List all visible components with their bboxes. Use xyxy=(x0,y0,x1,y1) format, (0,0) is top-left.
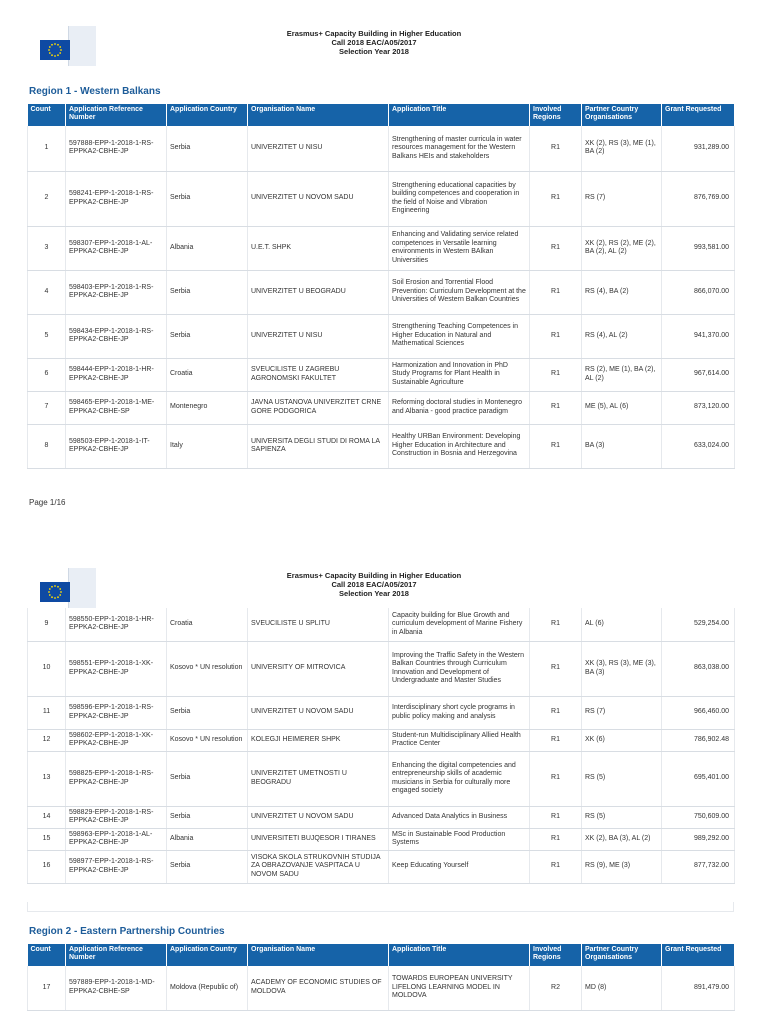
column-header: Partner Country Organisations xyxy=(582,104,662,126)
organisation-cell: SVEUCILISTE U ZAGREBU AGRONOMSKI FAKULTET xyxy=(248,358,389,391)
regions-cell: R1 xyxy=(530,226,582,270)
eu-flag-icon xyxy=(40,582,70,602)
grants-table-page-2 xyxy=(27,608,735,884)
count-cell: 3 xyxy=(28,226,66,270)
count-cell: 12 xyxy=(28,729,66,751)
table-row xyxy=(28,226,735,270)
country-cell: Croatia xyxy=(167,608,248,641)
organisation-cell: UNIVERZITET U NOVOM SADU xyxy=(248,171,389,226)
reference-cell: 598829-EPP-1-2018-1-RS-EPPKA2-CBHE-JP xyxy=(66,806,167,828)
partners-cell: RS (2), ME (1), BA (2), AL (2) xyxy=(582,358,662,391)
partners-cell: BA (3) xyxy=(582,424,662,468)
grant-cell: 967,614.00 xyxy=(662,358,735,391)
grant-cell: 786,902.48 xyxy=(662,729,735,751)
title-cell: Capacity building for Blue Growth and curriculum development of Marine Fishery in Albania xyxy=(389,608,530,641)
title-cell: Reforming doctoral studies in Montenegro and Albania - good practice paradigm xyxy=(389,391,530,424)
region-1-title: Region 1 - Western Balkans xyxy=(29,86,161,97)
page-header-2 xyxy=(0,566,768,614)
organisation-cell: UNIVERSITY OF MITROVICA xyxy=(248,641,389,696)
regions-cell: R1 xyxy=(530,828,582,850)
partners-cell: RS (5) xyxy=(582,751,662,806)
partners-cell: RS (7) xyxy=(582,171,662,226)
grants-table-page-1 xyxy=(27,104,735,469)
country-cell: Serbia xyxy=(167,696,248,729)
title-cell: Healthy URBan Environment: Developing Higher Education in Architecture and Construction in Bosnia and Herzegovina xyxy=(389,424,530,468)
grant-cell: 891,479.00 xyxy=(662,966,735,1010)
reference-cell: 598444-EPP-1-2018-1-HR-EPPKA2-CBHE-JP xyxy=(66,358,167,391)
grant-cell: 873,120.00 xyxy=(662,391,735,424)
document-header xyxy=(200,571,548,598)
count-cell: 13 xyxy=(28,751,66,806)
title-cell: Strengthening educational capacities by building competences and cooperation in the field of Noise and Vibration Engineering xyxy=(389,171,530,226)
title-cell: Student-run Multidisciplinary Allied Health Practice Center xyxy=(389,729,530,751)
column-header: Organisation Name xyxy=(248,944,389,966)
regions-cell: R1 xyxy=(530,391,582,424)
page-header-1 xyxy=(0,24,768,72)
count-cell: 5 xyxy=(28,314,66,358)
title-cell: MSc in Sustainable Food Production Systems xyxy=(389,828,530,850)
grant-cell: 529,254.00 xyxy=(662,608,735,641)
regions-cell: R1 xyxy=(530,314,582,358)
grant-cell: 866,070.00 xyxy=(662,270,735,314)
country-cell: Moldova (Republic of) xyxy=(167,966,248,1010)
country-cell: Albania xyxy=(167,226,248,270)
regions-cell: R1 xyxy=(530,270,582,314)
reference-cell: 598551-EPP-1-2018-1-XK-EPPKA2-CBHE-JP xyxy=(66,641,167,696)
country-cell: Serbia xyxy=(167,314,248,358)
country-cell: Kosovo * UN resolution xyxy=(167,729,248,751)
table-row xyxy=(28,806,735,828)
table-row xyxy=(28,641,735,696)
organisation-cell: UNIVERZITET UMETNOSTI U BEOGRADU xyxy=(248,751,389,806)
partners-cell: XK (2), BA (3), AL (2) xyxy=(582,828,662,850)
column-header: Count xyxy=(28,104,66,126)
country-cell: Serbia xyxy=(167,751,248,806)
page-number: Page 1/16 xyxy=(29,498,66,507)
country-cell: Croatia xyxy=(167,358,248,391)
regions-cell: R1 xyxy=(530,751,582,806)
regions-cell: R1 xyxy=(530,806,582,828)
country-cell: Kosovo * UN resolution xyxy=(167,641,248,696)
partners-cell: XK (6) xyxy=(582,729,662,751)
grant-cell: 863,038.00 xyxy=(662,641,735,696)
title-cell: Strengthening of master curricula in water resources management for the Western Balkans HEIs and stakeholders xyxy=(389,126,530,171)
header-line-1: Erasmus+ Capacity Building in Higher Education xyxy=(286,29,462,38)
eu-logo xyxy=(26,568,96,608)
regions-cell: R1 xyxy=(530,850,582,883)
organisation-cell: JAVNA USTANOVA UNIVERZITET CRNE GORE PODGORICA xyxy=(248,391,389,424)
eu-flag-icon xyxy=(40,40,70,60)
reference-cell: 598465-EPP-1-2018-1-ME-EPPKA2-CBHE-SP xyxy=(66,391,167,424)
title-cell: Harmonization and Innovation in PhD Study Programs for Plant Health in Sustainable Agriculture xyxy=(389,358,530,391)
column-header: Involved Regions xyxy=(530,944,582,966)
regions-cell: R2 xyxy=(530,966,582,1010)
regions-cell: R1 xyxy=(530,424,582,468)
partners-cell: RS (7) xyxy=(582,696,662,729)
header-line-3: Selection Year 2018 xyxy=(339,589,409,598)
table-row xyxy=(28,966,735,1010)
reference-cell: 598307-EPP-1-2018-1-AL-EPPKA2-CBHE-JP xyxy=(66,226,167,270)
count-cell: 9 xyxy=(28,608,66,641)
reference-cell: 598403-EPP-1-2018-1-RS-EPPKA2-CBHE-JP xyxy=(66,270,167,314)
organisation-cell: UNIVERZITET U NOVOM SADU xyxy=(248,806,389,828)
partners-cell: AL (6) xyxy=(582,608,662,641)
table-body xyxy=(28,126,735,468)
partners-cell: RS (9), ME (3) xyxy=(582,850,662,883)
reference-cell: 598977-EPP-1-2018-1-RS-EPPKA2-CBHE-JP xyxy=(66,850,167,883)
column-header: Partner Country Organisations xyxy=(582,944,662,966)
column-header: Involved Regions xyxy=(530,104,582,126)
grant-cell: 941,370.00 xyxy=(662,314,735,358)
grant-cell: 633,024.00 xyxy=(662,424,735,468)
table-row xyxy=(28,608,735,641)
reference-cell: 598596-EPP-1-2018-1-RS-EPPKA2-CBHE-JP xyxy=(66,696,167,729)
header-line-3: Selection Year 2018 xyxy=(339,47,409,56)
regions-cell: R1 xyxy=(530,696,582,729)
table-row xyxy=(28,828,735,850)
table-row xyxy=(28,314,735,358)
title-cell: Improving the Traffic Safety in the Western Balkan Countries through Curriculum Innovation and Development of Undergraduate and Master Studies xyxy=(389,641,530,696)
country-cell: Albania xyxy=(167,828,248,850)
reference-cell: 598602-EPP-1-2018-1-XK-EPPKA2-CBHE-JP xyxy=(66,729,167,751)
column-header: Organisation Name xyxy=(248,104,389,126)
title-cell: Keep Educating Yourself xyxy=(389,850,530,883)
partners-cell: RS (5) xyxy=(582,806,662,828)
table-row xyxy=(28,270,735,314)
organisation-cell: KOLEGJI HEIMERER SHPK xyxy=(248,729,389,751)
organisation-cell: UNIVERSITETI BUJQESOR I TIRANES xyxy=(248,828,389,850)
count-cell: 4 xyxy=(28,270,66,314)
grant-cell: 750,609.00 xyxy=(662,806,735,828)
country-cell: Serbia xyxy=(167,270,248,314)
table-row xyxy=(28,729,735,751)
header-line-1: Erasmus+ Capacity Building in Higher Education xyxy=(286,571,462,580)
table-body xyxy=(28,608,735,883)
count-cell: 14 xyxy=(28,806,66,828)
table-row xyxy=(28,751,735,806)
column-header: Count xyxy=(28,944,66,966)
grant-cell: 989,292.00 xyxy=(662,828,735,850)
table-row xyxy=(28,424,735,468)
partners-cell: RS (4), BA (2) xyxy=(582,270,662,314)
partners-cell: XK (3), RS (3), ME (3), BA (3) xyxy=(582,641,662,696)
reference-cell: 597888-EPP-1-2018-1-RS-EPPKA2-CBHE-JP xyxy=(66,126,167,171)
title-cell: Strengthening Teaching Competences in Higher Education in Natural and Mathematical Sciences xyxy=(389,314,530,358)
organisation-cell: UNIVERSITA DEGLI STUDI DI ROMA LA SAPIENZA xyxy=(248,424,389,468)
table-header-row xyxy=(28,104,735,126)
grant-cell: 966,460.00 xyxy=(662,696,735,729)
reference-cell: 598241-EPP-1-2018-1-RS-EPPKA2-CBHE-JP xyxy=(66,171,167,226)
grant-cell: 993,581.00 xyxy=(662,226,735,270)
partners-cell: RS (4), AL (2) xyxy=(582,314,662,358)
count-cell: 15 xyxy=(28,828,66,850)
regions-cell: R1 xyxy=(530,126,582,171)
table-row xyxy=(28,171,735,226)
table-row xyxy=(28,126,735,171)
reference-cell: 598434-EPP-1-2018-1-RS-EPPKA2-CBHE-JP xyxy=(66,314,167,358)
country-cell: Serbia xyxy=(167,850,248,883)
table-row xyxy=(28,391,735,424)
region-2-title: Region 2 - Eastern Partnership Countries xyxy=(29,926,225,937)
count-cell: 6 xyxy=(28,358,66,391)
partners-cell: XK (2), RS (2), ME (2), BA (2), AL (2) xyxy=(582,226,662,270)
grant-cell: 877,732.00 xyxy=(662,850,735,883)
title-cell: TOWARDS EUROPEAN UNIVERSITY LIFELONG LEARNING MODEL IN MOLDOVA xyxy=(389,966,530,1010)
count-cell: 17 xyxy=(28,966,66,1010)
regions-cell: R1 xyxy=(530,171,582,226)
eu-logo xyxy=(26,26,96,66)
organisation-cell: UNIVERZITET U BEOGRADU xyxy=(248,270,389,314)
organisation-cell: ACADEMY OF ECONOMIC STUDIES OF MOLDOVA xyxy=(248,966,389,1010)
count-cell: 10 xyxy=(28,641,66,696)
document-header xyxy=(200,29,548,56)
regions-cell: R1 xyxy=(530,641,582,696)
grant-cell: 931,289.00 xyxy=(662,126,735,171)
partners-cell: MD (8) xyxy=(582,966,662,1010)
column-header: Grant Requested xyxy=(662,944,735,966)
reference-cell: 598503-EPP-1-2018-1-IT-EPPKA2-CBHE-JP xyxy=(66,424,167,468)
organisation-cell: U.E.T. SHPK xyxy=(248,226,389,270)
regions-cell: R1 xyxy=(530,729,582,751)
table-body xyxy=(28,966,735,1010)
partners-cell: XK (2), RS (3), ME (1), BA (2) xyxy=(582,126,662,171)
column-header: Grant Requested xyxy=(662,104,735,126)
count-cell: 16 xyxy=(28,850,66,883)
column-header: Application Reference Number xyxy=(66,944,167,966)
country-cell: Serbia xyxy=(167,806,248,828)
country-cell: Montenegro xyxy=(167,391,248,424)
reference-cell: 597889-EPP-1-2018-1-MD-EPPKA2-CBHE-SP xyxy=(66,966,167,1010)
count-cell: 2 xyxy=(28,171,66,226)
partners-cell: ME (5), AL (6) xyxy=(582,391,662,424)
table-row xyxy=(28,696,735,729)
column-header: Application Title xyxy=(389,944,530,966)
country-cell: Serbia xyxy=(167,171,248,226)
title-cell: Interdisciplinary short cycle programs in public policy making and analysis xyxy=(389,696,530,729)
regions-cell: R1 xyxy=(530,608,582,641)
organisation-cell: UNIVERZITET U NISU xyxy=(248,314,389,358)
reference-cell: 598550-EPP-1-2018-1-HR-EPPKA2-CBHE-JP xyxy=(66,608,167,641)
organisation-cell: SVEUCILISTE U SPLITU xyxy=(248,608,389,641)
count-cell: 8 xyxy=(28,424,66,468)
column-header: Application Reference Number xyxy=(66,104,167,126)
regions-cell: R1 xyxy=(530,358,582,391)
title-cell: Soil Erosion and Torrential Flood Prevention: Curriculum Development at the Universities of Western Balkan Countries xyxy=(389,270,530,314)
table-header-row xyxy=(28,944,735,966)
reference-cell: 598963-EPP-1-2018-1-AL-EPPKA2-CBHE-JP xyxy=(66,828,167,850)
header-line-2: Call 2018 EAC/A05/2017 xyxy=(331,580,417,589)
table-row xyxy=(28,850,735,883)
grants-table-region-2 xyxy=(27,944,735,1011)
header-line-2: Call 2018 EAC/A05/2017 xyxy=(331,38,417,47)
title-cell: Enhancing the digital competencies and entrepreneurship skills of academic musicians in Serbia for culturally more engaged society xyxy=(389,751,530,806)
count-cell: 1 xyxy=(28,126,66,171)
count-cell: 11 xyxy=(28,696,66,729)
grant-cell: 695,401.00 xyxy=(662,751,735,806)
count-cell: 7 xyxy=(28,391,66,424)
organisation-cell: UNIVERZITET U NISU xyxy=(248,126,389,171)
title-cell: Enhancing and Validating service related competences in Versatile learning environments in Western BAlkan Universities xyxy=(389,226,530,270)
column-header: Application Country xyxy=(167,104,248,126)
grant-cell: 876,769.00 xyxy=(662,171,735,226)
reference-cell: 598825-EPP-1-2018-1-RS-EPPKA2-CBHE-JP xyxy=(66,751,167,806)
column-header: Application Country xyxy=(167,944,248,966)
table-row xyxy=(28,358,735,391)
organisation-cell: VISOKA SKOLA STRUKOVNIH STUDIJA ZA OBRAZOVANJE VASPITACA U NOVOM SADU xyxy=(248,850,389,883)
title-cell: Advanced Data Analytics in Business xyxy=(389,806,530,828)
organisation-cell: UNIVERZITET U NOVOM SADU xyxy=(248,696,389,729)
country-cell: Serbia xyxy=(167,126,248,171)
table-footer-spacer xyxy=(27,902,734,912)
country-cell: Italy xyxy=(167,424,248,468)
column-header: Application Title xyxy=(389,104,530,126)
